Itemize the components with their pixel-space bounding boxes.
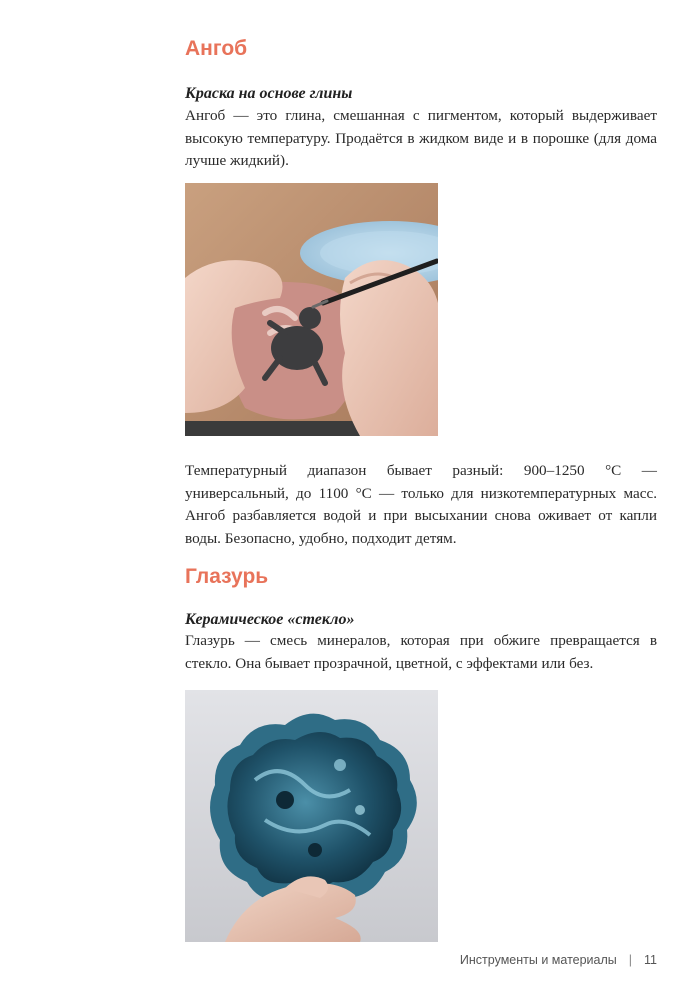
angob-intro-paragraph: Ангоб — это глина, смешанная с пигментом, который выдерживает высокую температуру. Продаётся в жидком виде и в порошке (для дома лучше жидкий). [185, 107, 657, 169]
footer-page-number: 11 [644, 953, 657, 967]
section-title-glaze: Глазурь [185, 565, 269, 588]
section-title-angob: Ангоб [185, 37, 248, 60]
angob-details-paragraph: Температурный диапазон бывает разный: 900–1250 °С — универсальный, до 1100 °С — только для низкотемпературных масс. Ангоб разбавляется водой и при высыхании снова оживает от капли воды. Безопасно, удобно, подходит детям. [185, 462, 657, 547]
footer-chapter-title: Инструменты и материалы [459, 953, 617, 967]
glazed-dish-photo [185, 690, 438, 942]
section-subtitle-glaze: Керамическое «стекло» [185, 611, 355, 628]
glaze-intro-paragraph: Глазурь — смесь минералов, которая при обжиге превращается в стекло. Она бывает прозрачной, цветной, с эффектами или без. [185, 632, 657, 672]
section-subtitle-angob: Краска на основе глины [185, 85, 353, 102]
page-footer [460, 954, 657, 967]
angob-painting-photo [185, 183, 438, 436]
footer-separator: | [628, 953, 633, 967]
